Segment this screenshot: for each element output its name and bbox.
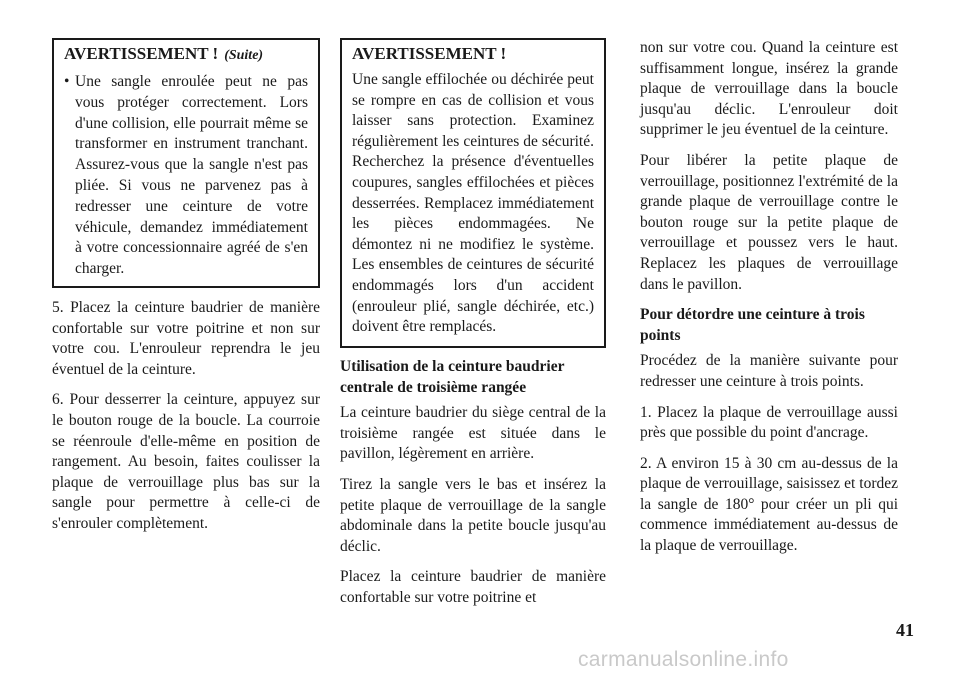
warning-title-text: AVERTISSEMENT ! (64, 44, 219, 63)
paragraph-step-5: 5. Placez la ceinture baudrier de manière confortable sur votre poitrine et non sur votre cou. L'enrouleur reprendra le jeu éventuel de la ceinture. (52, 299, 320, 378)
paragraph: Tirez la sangle vers le bas et insérez la petite plaque de verrouillage de la sangle abdominale dans la petite boucle jusqu'au déclic. (340, 475, 606, 555)
warning-bullet-text: Une sangle enroulée peut ne pas vous protéger correctement. Lors d'une collision, elle pourrait même se transformer en instrument tranchant. Assurez-vous que la sangle n'est pas pliée. Si vous ne parvenez pas à redresser une ceinture de votre véhicule, demandez immédiatement à votre concessionnaire agréé de s'en charger. (75, 73, 308, 278)
paragraph: Pour libérer la petite plaque de verrouillage, positionnez l'extrémité de la grande plaque de verrouillage contre le bouton rouge sur la petite plaque de verrouillage et poussez vers le haut. Replacez les plaques de verrouillage dans le pavillon. (640, 151, 898, 293)
watermark: carmanualsonline.info (578, 648, 789, 671)
warning-title (64, 44, 308, 66)
section-heading-untwist-belt: Pour détordre une ceinture à trois points (640, 306, 865, 344)
paragraph: non sur votre cou. Quand la ceinture est suffisamment longue, insérez la grande plaque de verrouillage dans la boucle jusqu'au déclic. L'enrouleur doit supprimer le jeu éventuel de la ceinture. (640, 39, 898, 139)
column-middle (340, 38, 606, 619)
bullet-icon: • (64, 73, 70, 90)
warning-body: Une sangle effilochée ou déchirée peut se rompre en cas de collision et vous laisser sans protection. Examinez régulièrement les ceintures de sécurité. Recherchez la présence d'éventuelles coupures, sangles effilochées et pièces desserrées. Remplacez immédiatement les pièces endommagées. Ne démontez ni ne modifiez le système. Les ensembles de ceintures de sécurité endommagés lors d'un accident (enrouleur plié, sangle déchirée, etc.) doivent être remplacés. (352, 71, 594, 336)
paragraph-step-2: 2. A environ 15 à 30 cm au-dessus de la plaque de verrouillage, saisissez et tordez la sangle de 180° pour créer un pli qui commence immédiatement au-dessus de la plaque de verrouillage. (640, 454, 898, 555)
warning-title: AVERTISSEMENT ! (352, 44, 507, 63)
page-number: 41 (896, 620, 914, 640)
paragraph-step-6: 6. Pour desserrer la ceinture, appuyez sur le bouton rouge de la boucle. La courroie se réenroule d'elle-même en position de rangement. Au besoin, faites coulisser la plaque de verrouillage plus bas sur la sangle pour permettre à celle-ci de s'enrouler complètement. (52, 391, 320, 532)
warning-bullet (64, 72, 308, 280)
warning-box-continued (52, 38, 320, 288)
warning-box (340, 38, 606, 348)
column-left (52, 38, 320, 545)
paragraph: Procédez de la manière suivante pour redresser une ceinture à trois points. (640, 352, 898, 390)
paragraph: La ceinture baudrier du siège central de la troisième rangée est située dans le pavillon, légèrement en arrière. (340, 404, 606, 463)
paragraph: Placez la ceinture baudrier de manière confortable sur votre poitrine et (340, 568, 606, 606)
paragraph-step-1: 1. Placez la plaque de verrouillage aussi près que possible du point d'ancrage. (640, 403, 898, 442)
column-right (640, 38, 898, 567)
warning-continued-label: (Suite) (224, 48, 264, 63)
section-heading-third-row-belt: Utilisation de la ceinture baudrier centrale de troisième rangée (340, 358, 565, 396)
